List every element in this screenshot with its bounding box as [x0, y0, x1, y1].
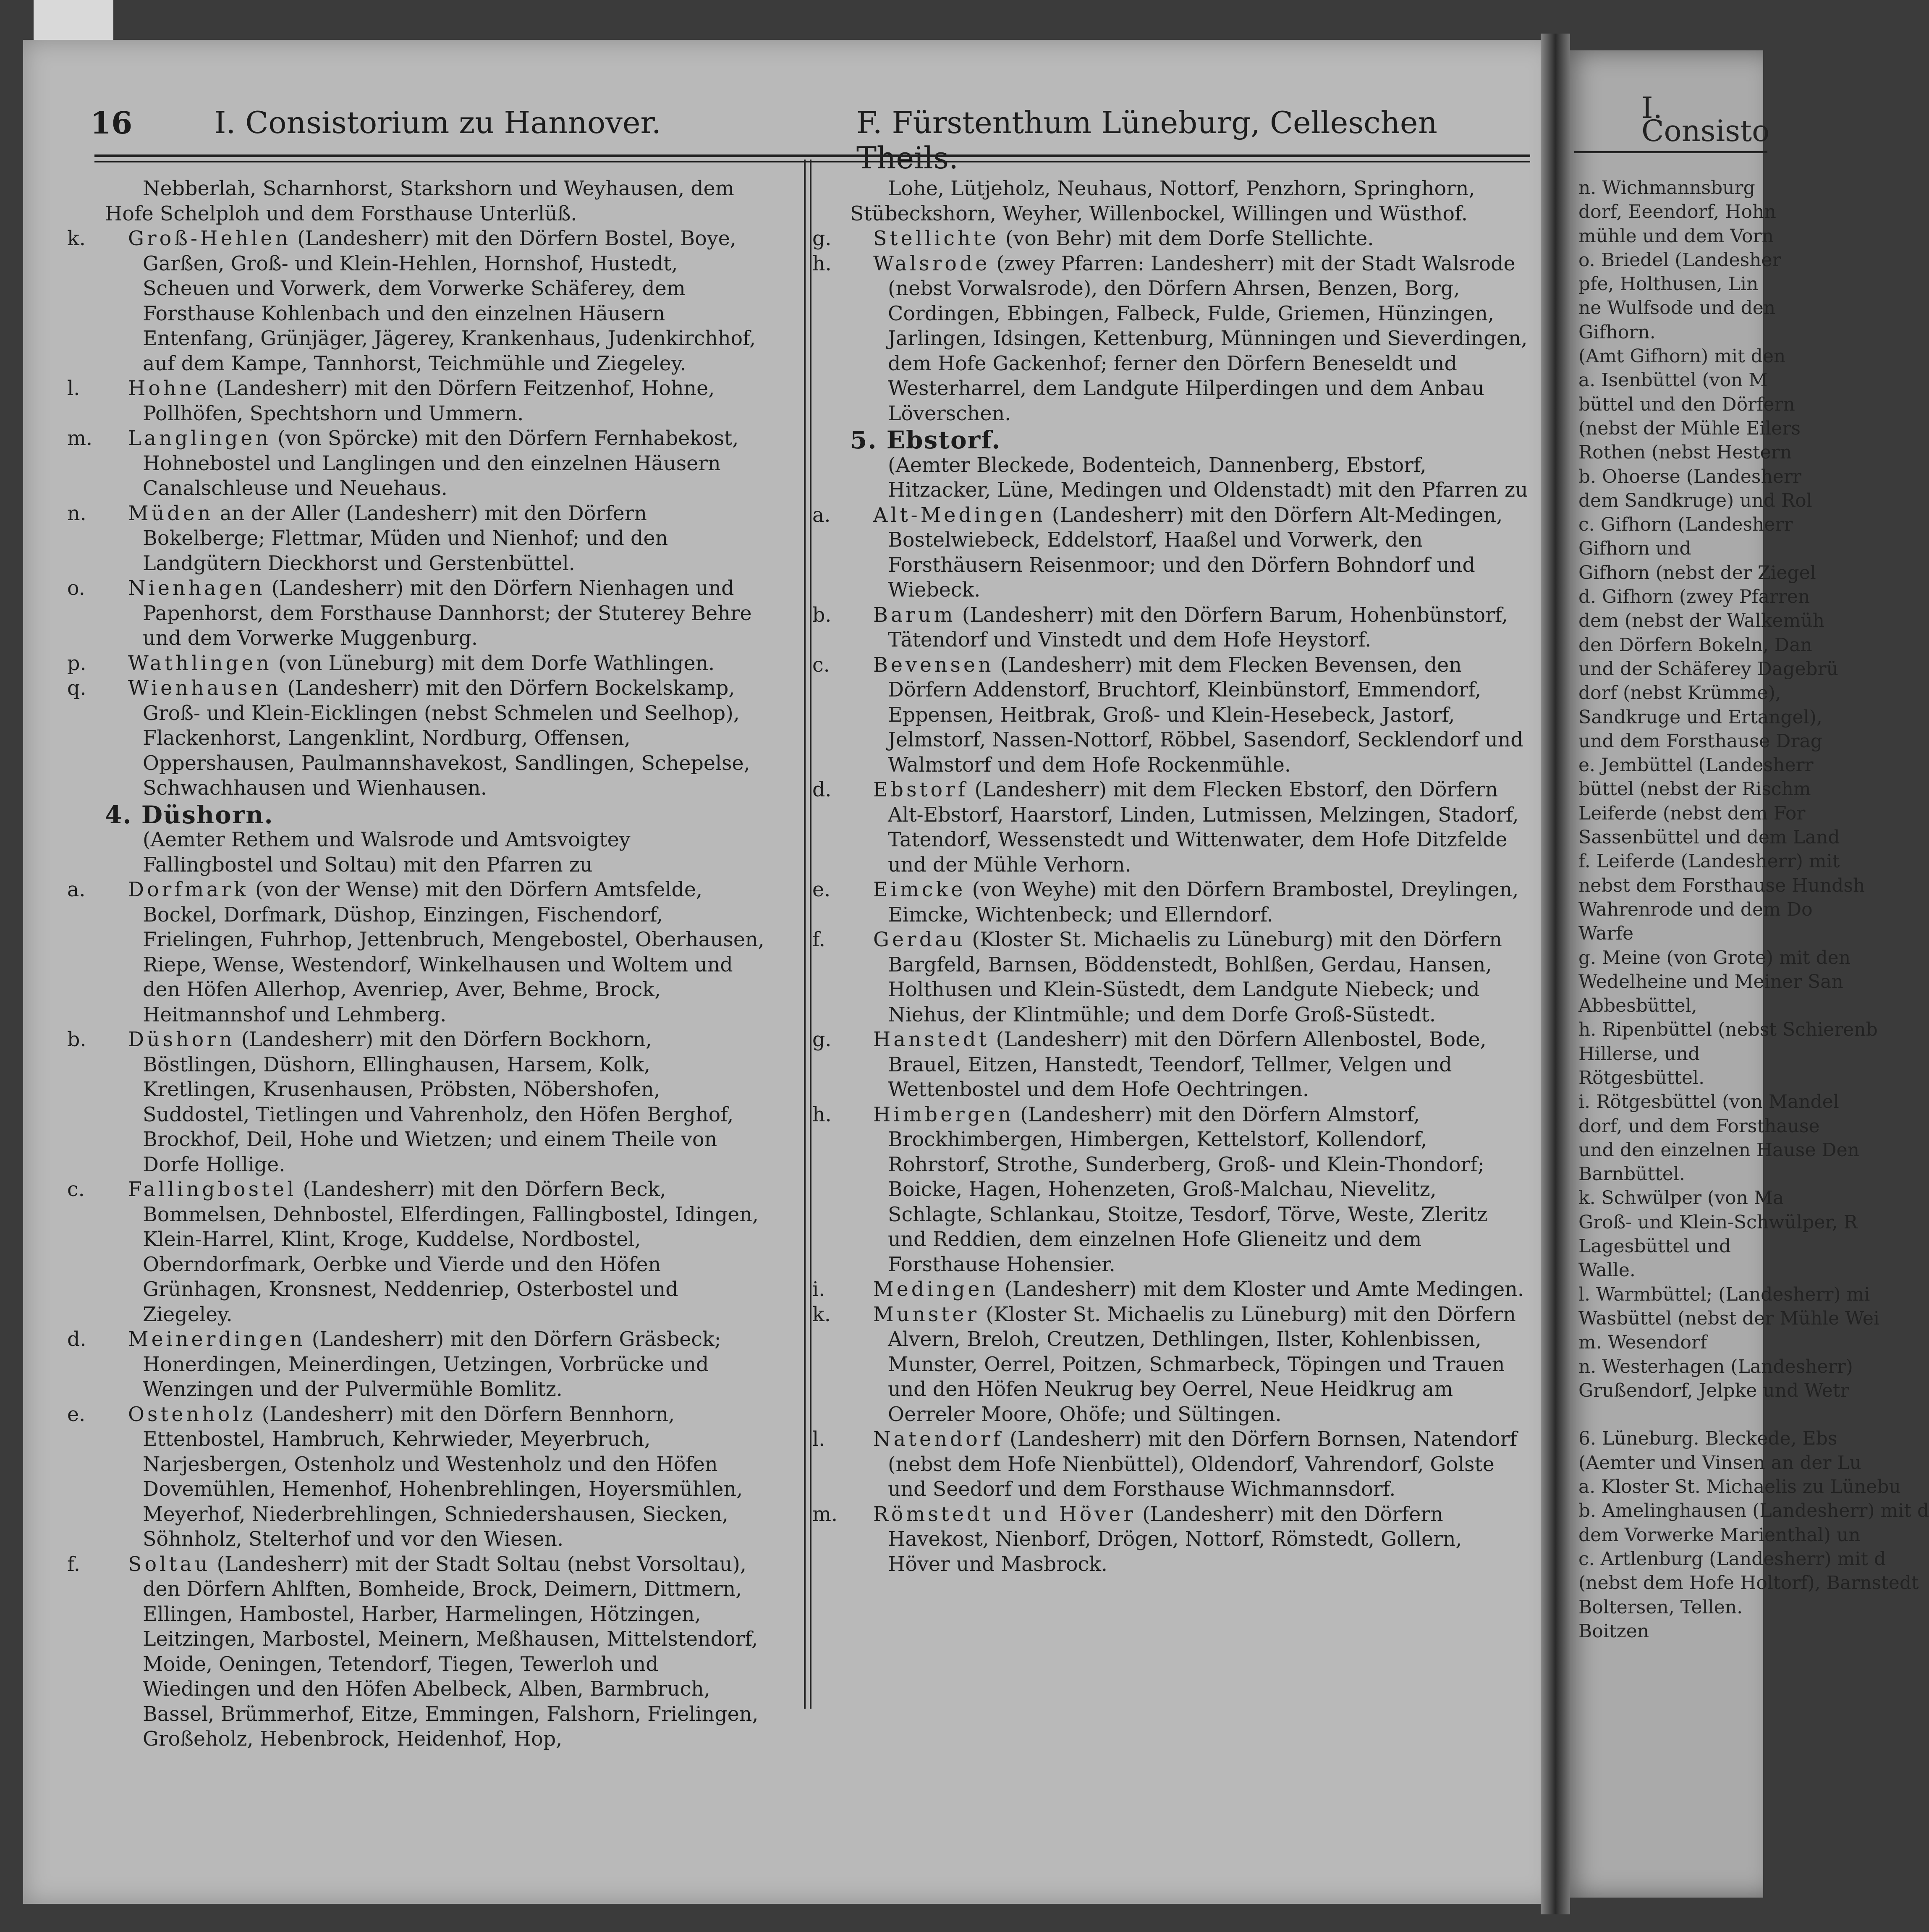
entry-text: (Landesherr) mit den Dörfern Feitzenhof, Hohne, Pollhöfen, Spechtshorn und Ummern.	[143, 377, 715, 425]
next-page-line: Wahrenrode und dem Do	[1578, 898, 1813, 920]
entry-letter: q.	[67, 677, 86, 700]
entry-name: Müden	[128, 502, 214, 525]
entry-text: (Landesherr) mit der Stadt Soltau (nebst Vorsoltau), den Dörfern Ahlften, Bomheide, Brock, Deimern, Dittmern, Ellingen, Hambostel, Harber, Harmelingen, Hötzingen, Leitzingen, Marbostel, Meinern, Meßhausen, Mittelstendorf, Moide, Oeningen, Tetendorf, Tiegen, Tewerloh und Wiedingen und den Höfen Abelbeck, Alben, Barmbruch, Bassel, Brümmerhof, Eitze, Emmingen, Falshorn, Frielingen, Großeholz, Hebenbrock, Heidenhof, Hop,	[143, 1552, 759, 1751]
right-column	[812, 176, 1530, 1577]
parish-entry	[67, 1402, 766, 1552]
entry-name: Römstedt und Höver	[873, 1503, 1136, 1526]
entry-text: (Landesherr) mit den Dörfern Bostel, Boye, Garßen, Groß- und Klein-Hehlen, Hornshof, Hustedt, Scheuen und Vorwerk, dem Vorwerke Schäferey, dem Forsthause Kohlenbach und den einzelnen Häusern Entenfang, Grünjäger, Jägerey, Krankenhaus, Judenkirchhof, auf dem Kampe, Tannhorst, Teichmühle und Ziegeley.	[143, 227, 756, 375]
entry-name: Ebstorf	[873, 778, 968, 801]
parish-entry	[812, 603, 1530, 653]
entry-text: (von Spörcke) mit den Dörfern Fernhabekost, Hohnebostel und Langlingen und den einzelnen Häusern Canalschleuse und Neuehaus.	[143, 427, 739, 500]
continuation-text: Lohe, Lütjeholz, Neuhaus, Nottorf, Penzhorn, Springhorn, Stübeckshorn, Weyher, Willenbockel, Willingen und Wüsthof.	[850, 177, 1475, 225]
section-intro: (Aemter Bleckede, Bodenteich, Dannenberg, Ebstorf, Hitzacker, Lüne, Medingen und Oldenstadt) mit den Pfarren zu	[888, 453, 1528, 502]
parish-entry	[67, 1552, 766, 1752]
entry-text: (Landesherr) mit den Dörfern Havekost, Nienborf, Drögen, Nottorf, Römstedt, Gollern, Höver und Masbrock.	[888, 1503, 1462, 1576]
next-page-line: o. Briedel (Landesher	[1578, 249, 1781, 271]
running-header	[71, 97, 1532, 175]
entry-letter: n.	[67, 502, 86, 525]
entry-text: (Landesherr) mit den Dörfern Bockhorn, Böstlingen, Düshorn, Ellinghausen, Harsem, Kolk, Kretlingen, Krusenhausen, Pröbsten, Nöbershofen, Suddostel, Tietlingen und Vahrenholz, den Höfen Berghof, Brockhof, Deil, Hohe und Wietzen; und einem Theile von Dorfe Hollige.	[143, 1028, 734, 1176]
entry-text: (Landesherr) mit den Dörfern Nienhagen und Papenhorst, dem Forsthause Dannhorst; der Stuterey Behre und dem Vorwerke Muggenburg.	[143, 577, 752, 650]
entry-name: Barum	[873, 603, 956, 627]
entry-letter: c.	[812, 653, 830, 677]
entry-letter: h.	[812, 252, 832, 275]
entry-text: (Landesherr) mit den Dörfern Bockelskamp, Groß- und Klein-Eicklingen (nebst Schmelen und Seelhop), Flackenhorst, Langenklint, Nordburg, Offensen, Oppershausen, Paulmannshavekost, Sandlingen, Schepelse, Schwachhausen und Wienhausen.	[143, 677, 750, 800]
next-page-line: und der Schäferey Dagebrü	[1578, 658, 1838, 680]
parish-entry	[812, 1102, 1530, 1278]
next-page-lines	[1578, 176, 1929, 1644]
parish-entry	[67, 1327, 766, 1402]
entry-letter: d.	[812, 778, 832, 801]
entry-name: Hohne	[128, 377, 210, 400]
next-page-line: h. Ripenbüttel (nebst Schierenb	[1578, 1019, 1878, 1041]
next-page-line: Gifhorn.	[1578, 321, 1656, 343]
header-left-title: I. Consistorium zu Hannover.	[214, 105, 661, 140]
parish-entry	[812, 1427, 1530, 1502]
parish-entry	[812, 653, 1530, 778]
next-page-line: (Amt Gifhorn) mit den	[1578, 346, 1786, 367]
entry-letter: g.	[812, 227, 832, 250]
next-page-line: und den einzelnen Hause Den	[1578, 1139, 1860, 1161]
entry-text: an der Aller (Landesherr) mit den Dörfern Bokelberge; Flettmar, Müden und Nienhof; und den Landgütern Dieckhorst und Gerstenbüttel.	[143, 502, 668, 575]
next-page-line: l. Warmbüttel; (Landesherr) mi	[1578, 1283, 1870, 1305]
parish-entry	[812, 1502, 1530, 1577]
entry-name: Wathlingen	[128, 652, 272, 675]
entry-letter: c.	[67, 1178, 85, 1201]
entry-name: Soltau	[128, 1552, 211, 1576]
entry-letter: f.	[67, 1552, 80, 1576]
header-right-title: F. Fürstenthum Lüneburg, Celleschen Theils.	[856, 105, 1437, 175]
entry-name: Himbergen	[873, 1103, 1014, 1126]
next-page-line: Grußendorf, Jelpke und Wetr	[1578, 1380, 1849, 1401]
next-page-line: b. Ohoerse (Landesherr	[1578, 466, 1801, 487]
next-page-line: pfe, Holthusen, Lin	[1578, 273, 1759, 295]
next-page-line: Wasbüttel (nebst der Mühle Wei	[1578, 1307, 1879, 1329]
parish-entry	[812, 503, 1530, 603]
next-page-line: e. Jembüttel (Landesherr	[1578, 754, 1814, 776]
entry-name: Stellichte	[873, 227, 999, 250]
entry-letter: e.	[67, 1403, 86, 1426]
entry-text: (Landesherr) mit den Dörfern Alt-Medingen, Bostelwiebeck, Eddelstorf, Haaßel und Vorwerk, den Forsthäusern Reisenmoor; und den Dörfern Bohndorf und Wiebeck.	[888, 503, 1503, 602]
entry-text: (Landesherr) mit den Dörfern Bennhorn, Ettenbostel, Hambruch, Kehrwieder, Meyerbruch, Narjesbergen, Ostenholz und Westenholz und den Höfen Dovemühlen, Hemenhof, Hohenbrehlingen, Hoyersmühlen, Meyerhof, Niederbrehlingen, Schniedershausen, Siecken, Söhnholz, Stelterhof und vor den Wiesen.	[143, 1403, 743, 1551]
next-page-line: Wedelheine und Meiner San	[1578, 971, 1843, 992]
entry-letter: l.	[812, 1428, 825, 1451]
entry-letter: f.	[812, 928, 825, 951]
entry-letter: m.	[67, 427, 93, 450]
parish-entry	[67, 1027, 766, 1177]
next-page-line: den Dörfern Bokeln, Dan	[1578, 634, 1812, 656]
entry-name: Fallingbostel	[128, 1178, 297, 1201]
next-page-header: I. Consisto	[1641, 91, 1770, 148]
entry-name: Natendorf	[873, 1428, 1003, 1451]
next-page-line: Abbesbüttel,	[1578, 995, 1697, 1017]
entry-name: Bevensen	[873, 653, 994, 677]
section-intro: (Aemter Rethem und Walsrode und Amtsvoigtey Fallingbostel und Soltau) mit den Pfarren zu	[143, 828, 631, 877]
entry-letter: i.	[812, 1278, 825, 1301]
next-page-line: Boltersen, Tellen.	[1578, 1596, 1743, 1618]
next-page-line: Sandkruge und Ertangel),	[1578, 706, 1822, 728]
next-page-line: b. Amelinghausen (Landesherr) mit d	[1578, 1500, 1929, 1522]
parish-entry	[812, 877, 1530, 927]
parish-entry	[812, 1027, 1530, 1102]
next-page-line: Leiferde (nebst dem For	[1578, 802, 1806, 824]
parish-entry	[812, 1302, 1530, 1427]
entry-text: (Landesherr) mit den Dörfern Allenbostel, Bode, Brauel, Eitzen, Hanstedt, Teendorf, Tellmer, Velgen und Wettenbostel und dem Hofe Oechtringen.	[888, 1028, 1487, 1101]
entry-name: Medingen	[873, 1278, 999, 1301]
next-page-rule	[1574, 151, 1767, 153]
parish-entry	[67, 1177, 766, 1327]
entry-name: Gerdau	[873, 928, 966, 951]
entry-name: Düshorn	[128, 1028, 235, 1051]
continuation-text: Nebberlah, Scharnhorst, Starkshorn und Weyhausen, dem Hofe Schelploh und dem Forsthause Unterlüß.	[105, 177, 734, 225]
next-page-line: Rothen (nebst Hestern	[1578, 442, 1792, 463]
next-page-line: (Aemter und Vinsen an der Lu	[1578, 1452, 1861, 1474]
next-page-line: Barnbüttel.	[1578, 1163, 1685, 1185]
entry-name: Meinerdingen	[128, 1328, 306, 1351]
entry-text: (Landesherr) mit dem Kloster und Amte Medingen.	[1005, 1278, 1524, 1301]
entry-text: (von der Wense) mit den Dörfern Amtsfelde, Bockel, Dorfmark, Düshop, Einzingen, Fischendorf, Frielingen, Fuhrhop, Jettenbruch, Mengebostel, Oberhausen, Riepe, Wense, Westendorf, Winkelhausen und Woltem und den Höfen Allerhop, Avenriep, Aver, Behme, Brock, Heitmannshof und Lehmberg.	[143, 878, 764, 1026]
next-page-line: Lagesbüttel und	[1578, 1236, 1731, 1257]
entry-letter: b.	[812, 603, 832, 627]
parish-entry	[67, 676, 766, 801]
entry-letter: d.	[67, 1328, 86, 1351]
entry-text: (zwey Pfarren: Landesherr) mit der Stadt Walsrode (nebst Vorwalsrode), den Dörfern Ahrsen, Benzen, Borg, Cordingen, Ebbingen, Falbeck, Fulde, Griemen, Hünzingen, Jarlingen, Idsingen, Kettenburg, Münningen und Sieverdingen, dem Hofe Gackenhof; ferner den Dörfern Beneseldt und Westerharrel, dem Landgute Hilperdingen und dem Anbau Löverschen.	[888, 252, 1528, 425]
next-page-line: c. Artlenburg (Landesherr) mit d	[1578, 1548, 1886, 1570]
parish-entry	[812, 778, 1530, 877]
next-page-line: c. Gifhorn (Landesherr	[1578, 514, 1793, 536]
entry-letter: e.	[812, 878, 831, 901]
next-page-line: Rötgesbüttel.	[1578, 1067, 1705, 1089]
entry-letter: a.	[812, 503, 831, 527]
next-page-line: f. Leiferde (Landesherr) mit	[1578, 851, 1840, 872]
next-page-line: büttel (nebst der Rischm	[1578, 778, 1811, 800]
entry-text: (Landesherr) mit dem Flecken Bevensen, den Dörfern Addenstorf, Bruchtorf, Kleinbünstorf, Emmendorf, Eppensen, Heitbrak, Groß- und Klein-Hesebeck, Jastorf, Jelmstorf, Nassen-Nottorf, Röbbel, Sasendorf, Secklendorf und Walmstorf und dem Hofe Rockenmühle.	[888, 653, 1523, 777]
header-rule	[94, 154, 1530, 162]
page-number: 16	[90, 105, 133, 141]
entry-name: Langlingen	[128, 427, 271, 450]
entry-text: (Landesherr) mit den Dörfern Bornsen, Natendorf (nebst dem Hofe Nienbüttel), Oldendorf, Vahrendorf, Golste und Seedorf und dem Forsthause Wichmannsdorf.	[888, 1428, 1517, 1501]
entry-text: (von Weyhe) mit den Dörfern Brambostel, Dreylingen, Eimcke, Wichtenbeck; und Ellerndorf.	[888, 878, 1519, 927]
entry-name: Ostenholz	[128, 1403, 256, 1426]
next-page-line: (nebst dem Hofe Holtorf), Barnstedt	[1578, 1572, 1919, 1594]
next-page-line: a. Kloster St. Michaelis zu Lünebu	[1578, 1476, 1901, 1498]
next-page-line: k. Schwülper (von Ma	[1578, 1187, 1784, 1209]
entry-name: Munster	[873, 1303, 980, 1326]
next-page-line: dorf, und dem Forsthause	[1578, 1115, 1820, 1137]
entry-letter: h.	[812, 1103, 832, 1126]
next-page-line: büttel und den Dörfern	[1578, 393, 1795, 415]
entry-letter: m.	[812, 1503, 838, 1526]
next-page-line: n. Westerhagen (Landesherr)	[1578, 1356, 1853, 1377]
entry-text: (Kloster St. Michaelis zu Lüneburg) mit den Dörfern Bargfeld, Barnsen, Böddenstedt, Bohlßen, Gerdau, Hansen, Holthusen und Klein-Süstedt, dem Landgute Niebeck; und Niehus, der Klintmühle; und dem Dorfe Groß-Süstedt.	[888, 928, 1502, 1026]
entry-text: (Landesherr) mit dem Flecken Ebstorf, den Dörfern Alt-Ebstorf, Haarstorf, Linden, Lutmissen, Melzingen, Stadorf, Tatendorf, Wessenstedt und Wittenwater, dem Hofe Ditzfelde und der Mühle Verhorn.	[888, 778, 1519, 877]
parish-entry	[812, 251, 1530, 427]
entry-letter: a.	[67, 878, 86, 901]
parish-entry	[812, 927, 1530, 1027]
section-heading: 5. Ebstorf.	[850, 426, 1001, 454]
entry-name: Hanstedt	[873, 1028, 990, 1051]
next-page-line: m. Wesendorf	[1578, 1332, 1707, 1353]
section-heading: 4. Düshorn.	[105, 800, 274, 829]
next-page-line: Boitzen	[1578, 1620, 1649, 1642]
parish-entry	[67, 877, 766, 1027]
entry-text: (von Behr) mit dem Dorfe Stellichte.	[1005, 227, 1374, 250]
next-page-line: dem (nebst der Walkemüh	[1578, 610, 1824, 632]
next-page-line: Groß- und Klein-Schwülper, R	[1578, 1211, 1858, 1233]
scanned-page-right-partial	[1562, 50, 1929, 1898]
entry-letter: p.	[67, 652, 86, 675]
next-page-line	[1578, 1403, 1929, 1427]
next-page-line: (nebst der Mühle Eilers	[1578, 417, 1801, 439]
entry-text: (Landesherr) mit den Dörfern Beck, Bommelsen, Dehnbostel, Elferdingen, Fallingbostel, Idingen, Klein-Harrel, Klint, Kroge, Kuddelse, Nordbostel, Oberndorfmark, Oerbke und Vierde und den Höfen Grünhagen, Kronsnest, Neddenriep, Osterbostel und Ziegeley.	[143, 1178, 759, 1326]
next-page-line: Hillerse, und	[1578, 1043, 1700, 1065]
next-page-line: Sassenbüttel und dem Land	[1578, 827, 1840, 848]
parish-entry	[67, 376, 766, 426]
book-gutter	[1541, 34, 1570, 1914]
entry-name: Dorfmark	[128, 878, 249, 901]
next-page-line: dem Vorwerke Marienthal) un	[1578, 1524, 1861, 1546]
entry-text: (Landesherr) mit den Dörfern Almstorf, Brockhimbergen, Himbergen, Kettelstorf, Kollendorf, Rohrstorf, Strothe, Sunderberg, Groß- und Klein-Thondorf; Boicke, Hagen, Hohenzeten, Groß-Malchau, Nievelitz, Schlagte, Schlankau, Stoitze, Tesdorf, Törve, Weste, Zleritz und Reddien, dem einzelnen Hofe Glieneitz und dem Forsthause Hohensier.	[888, 1103, 1488, 1276]
next-page-line: ne Wulfsode und den	[1578, 297, 1776, 319]
entry-text: (Landesherr) mit den Dörfern Barum, Hohenbünstorf, Tätendorf und Vinstedt und dem Hofe Heystorf.	[888, 603, 1508, 652]
entry-letter: k.	[812, 1303, 831, 1326]
next-page-line: d. Gifhorn (zwey Pfarren	[1578, 586, 1810, 608]
next-page-line: i. Rötgesbüttel (von Mandel	[1578, 1091, 1839, 1113]
parish-entry	[67, 651, 766, 676]
entry-name: Groß-Hehlen	[128, 227, 291, 250]
left-column	[67, 176, 766, 1752]
entry-name: Walsrode	[873, 252, 990, 275]
next-page-line: Walle.	[1578, 1259, 1636, 1281]
next-page-line: g. Meine (von Grote) mit den	[1578, 947, 1851, 969]
entry-text: (von Lüneburg) mit dem Dorfe Wathlingen.	[278, 652, 715, 675]
entry-letter: k.	[67, 227, 86, 250]
parish-entry	[67, 576, 766, 651]
next-page-line: dorf, Eeendorf, Hohn	[1578, 201, 1776, 223]
entry-name: Alt-Medingen	[873, 503, 1046, 527]
entry-name: Nienhagen	[128, 577, 265, 600]
entry-text: (Landesherr) mit den Dörfern Gräsbeck; Honerdingen, Meinerdingen, Uetzingen, Vorbrücke und Wenzingen und der Pulvermühle Bomlitz.	[143, 1328, 721, 1401]
next-page-line: Gifhorn und	[1578, 538, 1691, 560]
entry-name: Eimcke	[873, 878, 966, 901]
entry-text: (Kloster St. Michaelis zu Lüneburg) mit den Dörfern Alvern, Breloh, Creutzen, Dethlingen, Ilster, Kohlenbissen, Munster, Oerrel, Poitzen, Schmarbeck, Töpingen und Trauen und den Höfen Neukrug bey Oerrel, Neue Heidkrug am Oerreler Moore, Ohöfe; und Sültingen.	[888, 1303, 1516, 1426]
entry-letter: l.	[67, 377, 80, 400]
next-page-line: Warfe	[1578, 923, 1633, 945]
next-page-line: Gifhorn (nebst der Ziegel	[1578, 562, 1816, 584]
entry-letter: b.	[67, 1028, 86, 1051]
next-page-line: mühle und dem Vorn	[1578, 225, 1774, 247]
next-page-line: 6. Lüneburg. Bleckede, Ebs	[1578, 1428, 1837, 1450]
parish-entry	[812, 1277, 1530, 1302]
entry-letter: g.	[812, 1028, 832, 1051]
parish-entry	[67, 501, 766, 576]
next-page-line: nebst dem Forsthause Hundsh	[1578, 874, 1865, 896]
parish-entry	[67, 226, 766, 376]
entry-letter: o.	[67, 577, 85, 600]
parish-entry	[67, 426, 766, 501]
entry-name: Wienhausen	[128, 677, 281, 700]
column-divider	[804, 160, 811, 1709]
next-page-line: a. Isenbüttel (von M	[1578, 369, 1768, 391]
parish-entry	[812, 226, 1530, 251]
next-page-line: und dem Forsthause Drag	[1578, 730, 1822, 752]
next-page-line: dorf (nebst Krümme),	[1578, 682, 1781, 704]
next-page-line: n. Wichmannsburg	[1578, 177, 1755, 199]
next-page-line: dem Sandkruge) und Rol	[1578, 490, 1812, 511]
